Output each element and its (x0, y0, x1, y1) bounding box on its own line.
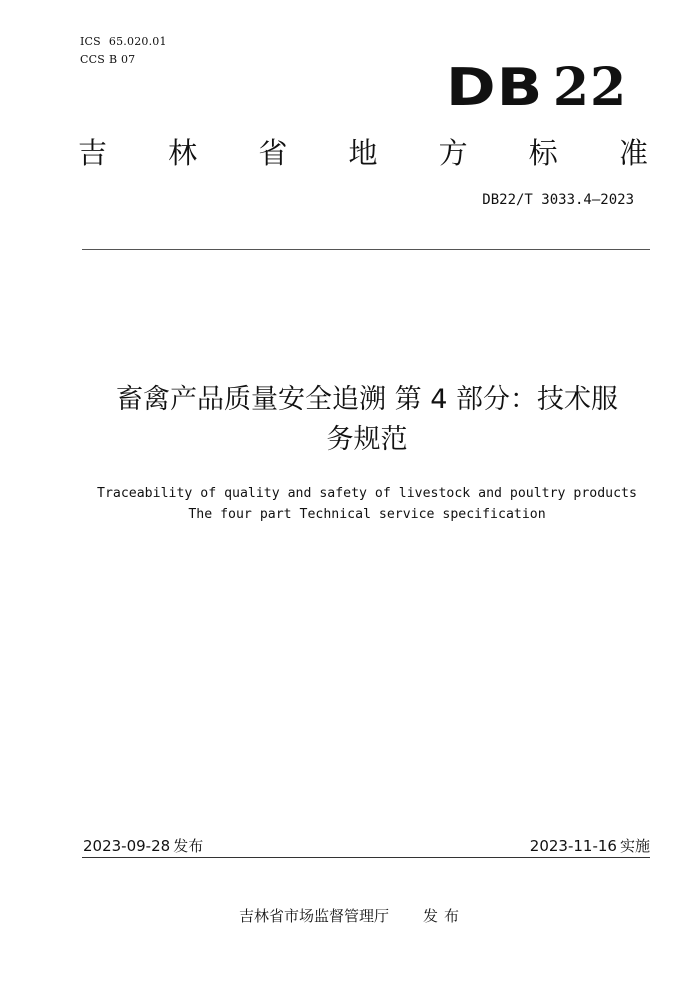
standard-type-char: 省 (258, 136, 288, 170)
logo-number: 22 (552, 57, 628, 118)
title-chinese-line-1: 畜禽产品质量安全追溯 第 4 部分：技术服 (116, 384, 618, 415)
issuer-name: 吉林省市场监督管理厅 (239, 907, 390, 925)
title-english-line-2: The four part Technical service specification (188, 507, 546, 522)
issue-date-label: 发布 (173, 837, 204, 855)
ics-label: ICS (80, 35, 101, 48)
standard-type-char: 准 (618, 136, 648, 170)
standard-type-char: 吉 (78, 136, 108, 170)
title-english-line-1: Traceability of quality and safety of livestock and poultry products (97, 486, 637, 501)
title-chinese-line-2: 务规范 (326, 424, 408, 455)
ics-value: 65.020.01 (108, 35, 167, 48)
standard-type-char: 方 (438, 136, 468, 170)
ics-code (80, 35, 167, 48)
implementation-date-value: 2023-11-16 (529, 837, 617, 855)
ccs-value: B 07 (108, 53, 136, 66)
db22-logo (446, 57, 628, 118)
issuing-authority (239, 905, 465, 926)
title-english (50, 483, 684, 525)
footer-divider (82, 857, 650, 858)
standard-type-char: 标 (528, 136, 558, 170)
standard-type-char: 林 (168, 136, 198, 170)
issue-date (83, 835, 203, 856)
header-divider (82, 249, 650, 250)
implementation-date (530, 835, 650, 856)
implementation-date-label: 实施 (619, 837, 650, 855)
standard-type-heading (78, 136, 648, 170)
standard-number: DB22/T 3033.4—2023 (482, 192, 634, 208)
issuer-action: 发布 (423, 907, 466, 925)
logo-prefix: DB (446, 58, 544, 118)
issue-date-value: 2023-09-28 (83, 837, 171, 855)
ccs-code (80, 53, 135, 66)
ccs-label: CCS (80, 53, 105, 66)
title-chinese (60, 380, 674, 460)
standard-type-char: 地 (348, 136, 378, 170)
